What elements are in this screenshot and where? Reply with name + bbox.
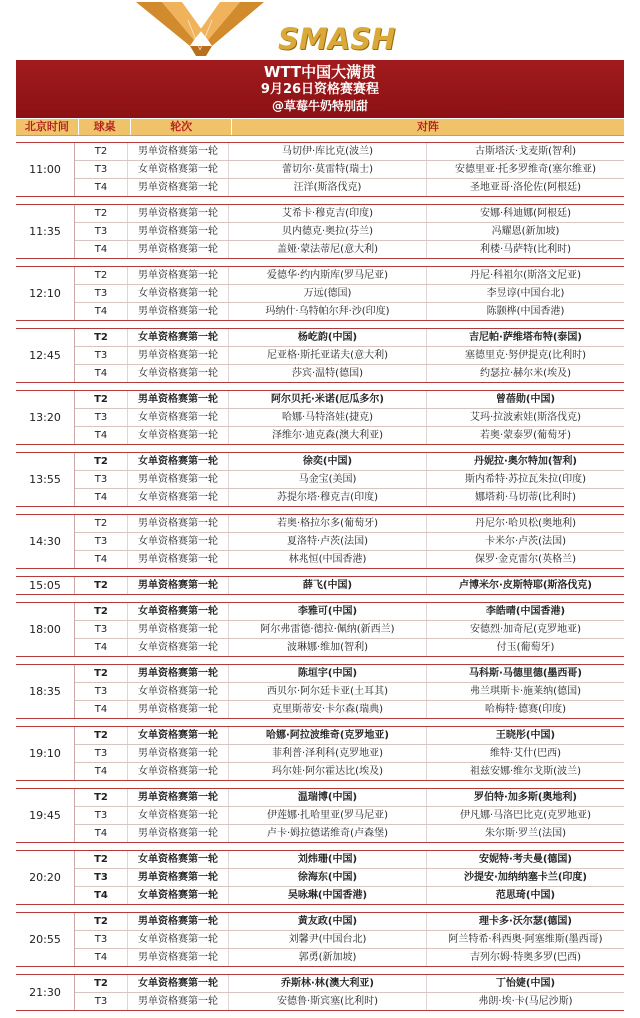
slot-matches [75,515,624,568]
match-row [75,727,624,745]
match-round: 男单资格赛第一轮 [128,825,229,842]
player-a: 马切伊·库比克(波兰) [229,143,427,160]
player-a: 汪洋(斯洛伐克) [229,179,427,196]
match-round: 男单资格赛第一轮 [128,789,229,806]
match-round: 男单资格赛第一轮 [128,303,229,320]
player-a: 泽维尔·迪克森(澳大利亚) [229,427,427,444]
player-b: 吉尼帕·萨维塔布特(泰国) [469,332,582,343]
match-row [75,409,624,427]
slot-time: 13:55 [16,453,75,506]
player-b: 范思琦(中国) [495,890,556,901]
player-b: 冯耀恩(新加坡) [491,226,560,237]
match-round: 女单资格赛第一轮 [128,851,229,868]
player-b: 伊凡娜·马洛巴比克(克罗地亚) [460,810,591,821]
match-round: 女单资格赛第一轮 [128,683,229,700]
slot-matches [75,665,624,718]
player-b: 付玉(葡萄牙) [496,642,555,653]
match-round: 女单资格赛第一轮 [128,427,229,444]
player-a: 艾希卡·穆克吉(印度) [229,205,427,222]
player-a: 安德鲁·斯宾塞(比利时) [229,993,427,1010]
match-table: T3 [75,161,128,178]
match-round: 男单资格赛第一轮 [128,701,229,718]
match-table: T4 [75,551,128,568]
author-credit: @草莓牛奶特别甜 [271,99,368,113]
slot-time: 19:10 [16,727,75,780]
player-a: 陈垣宇(中国) [229,665,427,682]
match-round: 女单资格赛第一轮 [128,975,229,992]
time-slot [16,390,624,445]
player-a: 菲利普·泽利科(克罗地亚) [229,745,427,762]
match-row [75,285,624,303]
player-b: 吉列尔姆·特奥多罗(巴西) [470,952,581,963]
time-slot [16,514,624,569]
match-table: T2 [75,577,128,594]
match-row [75,745,624,763]
slot-matches [75,913,624,966]
player-a: 徐海东(中国) [229,869,427,886]
player-b: 圣地亚哥·洛伦佐(阿根廷) [470,182,581,193]
match-table: T3 [75,533,128,550]
player-a: 波琳娜·维加(智利) [229,639,427,656]
match-table: T2 [75,665,128,682]
player-b: 娜塔莉·马切蒂(比利时) [475,492,576,503]
match-row [75,533,624,551]
match-table: T3 [75,621,128,638]
match-row [75,931,624,949]
match-round: 男单资格赛第一轮 [128,577,229,594]
header-players: 对阵 [416,120,439,133]
match-row [75,347,624,365]
match-round: 男单资格赛第一轮 [128,621,229,638]
player-b: 约瑟拉·赫尔米(埃及) [480,368,571,379]
match-row [75,825,624,842]
title-band [16,60,624,118]
match-table: T2 [75,453,128,470]
smash-brand: SMASH [278,22,396,56]
slot-time: 21:30 [16,975,75,1010]
match-row [75,329,624,347]
player-a: 林兆恒(中国香港) [229,551,427,568]
event-title: WTT中国大满贯 [263,63,377,81]
match-table: T2 [75,975,128,992]
match-round: 女单资格赛第一轮 [128,161,229,178]
match-table: T4 [75,427,128,444]
player-a: 吴咏琳(中国香港) [229,887,427,904]
match-row [75,143,624,161]
player-a: 玛尔娃·阿尔霍达比(埃及) [229,763,427,780]
time-slot [16,664,624,719]
match-round: 女单资格赛第一轮 [128,489,229,506]
match-round: 女单资格赛第一轮 [128,285,229,302]
match-row [75,161,624,179]
player-b: 保罗·金克雷尔(英格兰) [475,554,576,565]
match-table: T3 [75,223,128,240]
match-round: 女单资格赛第一轮 [128,639,229,656]
match-table: T4 [75,825,128,842]
player-b: 李昱谆(中国台北) [486,288,565,299]
slot-matches [75,391,624,444]
match-table: T3 [75,931,128,948]
time-slot [16,266,624,321]
match-table: T3 [75,347,128,364]
player-b: 维特·艾什(巴西) [490,748,561,759]
match-table: T4 [75,179,128,196]
match-table: T4 [75,365,128,382]
match-row [75,471,624,489]
match-table: T2 [75,789,128,806]
match-table: T2 [75,329,128,346]
match-table: T3 [75,683,128,700]
player-b: 曾蓓勋(中国) [495,394,556,405]
time-slot [16,602,624,657]
match-row [75,869,624,887]
match-row [75,303,624,320]
player-b: 塞德里克·努伊提克(比利时) [465,350,586,361]
match-table: T3 [75,869,128,886]
player-b: 祖兹安娜·维尔戈斯(波兰) [470,766,581,777]
match-row [75,427,624,444]
match-row [75,577,624,594]
match-round: 男单资格赛第一轮 [128,267,229,284]
player-b: 卢博米尔·皮斯特耶(斯洛伐克) [459,580,592,591]
match-round: 女单资格赛第一轮 [128,329,229,346]
match-round: 女单资格赛第一轮 [128,887,229,904]
match-round: 男单资格赛第一轮 [128,869,229,886]
match-table: T4 [75,887,128,904]
match-round: 男单资格赛第一轮 [128,551,229,568]
page-header [0,0,640,60]
player-b: 王晓彤(中国) [495,730,556,741]
match-table: T4 [75,949,128,966]
match-round: 男单资格赛第一轮 [128,179,229,196]
match-table: T2 [75,391,128,408]
match-round: 男单资格赛第一轮 [128,205,229,222]
player-a: 乔斯林·林(澳大利亚) [229,975,427,992]
player-b: 弗兰琪斯卡·施莱纳(德国) [470,686,581,697]
player-b: 若奥·蒙泰罗(葡萄牙) [480,430,571,441]
schedule-table [16,119,624,1018]
time-slot [16,328,624,383]
match-table: T3 [75,285,128,302]
player-a: 苏提尔塔·穆克吉(印度) [229,489,427,506]
match-table: T4 [75,303,128,320]
player-a: 哈娜·马特洛娃(捷克) [229,409,427,426]
player-a: 克里斯蒂安·卡尔森(瑞典) [229,701,427,718]
player-b: 丹妮拉·奥尔特加(智利) [474,456,577,467]
player-a: 刘炜珊(中国) [229,851,427,868]
match-table: T3 [75,993,128,1010]
match-round: 男单资格赛第一轮 [128,471,229,488]
match-table: T3 [75,745,128,762]
player-a: 杨屹韵(中国) [229,329,427,346]
player-b: 艾玛·拉波索娃(斯洛伐克) [470,412,581,423]
match-table: T4 [75,489,128,506]
player-b: 丁怡婕(中国) [495,978,556,989]
match-row [75,913,624,931]
player-a: 尼亚格·斯托亚诺夫(意大利) [229,347,427,364]
slot-matches [75,851,624,904]
player-a: 蕾切尔·莫雷特(瑞士) [229,161,427,178]
player-b: 理卡多·沃尔瑟(德国) [479,916,572,927]
player-a: 玛纳什·乌特帕尔拜·沙(印度) [229,303,427,320]
slot-matches [75,577,624,594]
player-a: 李雅可(中国) [229,603,427,620]
match-table: T4 [75,701,128,718]
match-table: T3 [75,471,128,488]
player-b: 安妮特·考夫曼(德国) [479,854,572,865]
player-a: 马金宝(美国) [229,471,427,488]
match-table: T2 [75,205,128,222]
match-row [75,851,624,869]
slot-time: 15:05 [16,577,75,594]
match-table: T2 [75,143,128,160]
player-b: 安德烈·加奇尼(克罗地亚) [470,624,581,635]
player-b: 罗伯特·加多斯(奥地利) [474,792,577,803]
time-slots [16,142,624,1011]
match-row [75,515,624,533]
header-round: 轮次 [131,119,232,135]
match-row [75,205,624,223]
player-a: 夏洛特·卢茨(法国) [229,533,427,550]
slot-time: 11:35 [16,205,75,258]
match-row [75,949,624,966]
match-round: 男单资格赛第一轮 [128,949,229,966]
time-slot [16,576,624,595]
match-round: 女单资格赛第一轮 [128,365,229,382]
match-row [75,223,624,241]
player-b: 弗朗·埃·卡(马尼沙斯) [478,996,573,1007]
match-round: 男单资格赛第一轮 [128,993,229,1010]
player-a: 爱德华·约内斯库(罗马尼亚) [229,267,427,284]
time-slot [16,726,624,781]
player-a: 若奥·格拉尔多(葡萄牙) [229,515,427,532]
slot-time: 12:10 [16,267,75,320]
slot-time: 19:45 [16,789,75,842]
slot-time: 11:00 [16,143,75,196]
player-b: 马科斯·马德里德(墨西哥) [469,668,582,679]
match-row [75,639,624,656]
match-table: T3 [75,409,128,426]
player-a: 莎宾·温特(德国) [229,365,427,382]
match-round: 男单资格赛第一轮 [128,391,229,408]
player-a: 阿尔弗雷德·德拉·佩纳(新西兰) [229,621,427,638]
time-slot [16,974,624,1011]
player-a: 贝内德克·奥拉(芬兰) [229,223,427,240]
match-row [75,551,624,568]
player-a: 盖娅·蒙法蒂尼(意大利) [229,241,427,258]
player-b: 阿兰特希·科西奥·阿塞维斯(墨西哥) [448,934,603,945]
match-row [75,807,624,825]
match-table: T3 [75,807,128,824]
slot-time: 13:20 [16,391,75,444]
match-row [75,975,624,993]
slot-matches [75,143,624,196]
time-slot [16,142,624,197]
player-b: 丹尼·科祖尔(斯洛文尼亚) [470,270,581,281]
player-b: 安德里亚·托多罗维奇(塞尔维亚) [455,164,596,175]
match-round: 男单资格赛第一轮 [128,515,229,532]
match-row [75,267,624,285]
player-b: 朱尔斯·罗兰(法国) [485,828,566,839]
match-round: 男单资格赛第一轮 [128,913,229,930]
match-table: T2 [75,851,128,868]
match-row [75,701,624,718]
slot-matches [75,453,624,506]
slot-matches [75,789,624,842]
match-table: T2 [75,913,128,930]
header-time: 北京时间 [16,119,79,135]
match-row [75,603,624,621]
match-row [75,179,624,196]
match-row [75,489,624,506]
match-row [75,241,624,258]
slot-time: 18:00 [16,603,75,656]
match-row [75,665,624,683]
match-row [75,683,624,701]
schedule-subtitle: 9月26日资格赛赛程 [260,82,380,97]
player-b: 丹尼尔·哈贝松(奥地利) [475,518,576,529]
player-b: 利楼·马萨特(比利时) [480,244,571,255]
player-a: 刘馨尹(中国台北) [229,931,427,948]
player-b: 沙提安·加纳纳塞卡兰(印度) [464,872,587,883]
slot-matches [75,727,624,780]
player-a: 温瑞博(中国) [229,789,427,806]
match-round: 男单资格赛第一轮 [128,143,229,160]
time-slot [16,204,624,259]
match-round: 女单资格赛第一轮 [128,807,229,824]
match-row [75,789,624,807]
match-round: 男单资格赛第一轮 [128,665,229,682]
player-a: 薛飞(中国) [229,577,427,594]
player-b: 斯内希特·苏拉瓦朱拉(印度) [465,474,586,485]
player-a: 郭勇(新加坡) [229,949,427,966]
match-table: T2 [75,727,128,744]
player-a: 哈娜·阿拉波维奇(克罗地亚) [229,727,427,744]
match-round: 女单资格赛第一轮 [128,533,229,550]
match-round: 男单资格赛第一轮 [128,223,229,240]
player-b: 陈颢桦(中国香港) [486,306,565,317]
player-a: 阿尔贝托·米诺(厄瓜多尔) [229,391,427,408]
player-a: 黄友政(中国) [229,913,427,930]
slot-time: 20:55 [16,913,75,966]
match-row [75,993,624,1010]
player-b: 卡米尔·卢茨(法国) [485,536,566,547]
match-table: T2 [75,267,128,284]
player-a: 伊莲娜·扎哈里亚(罗马尼亚) [229,807,427,824]
match-round: 男单资格赛第一轮 [128,241,229,258]
slot-time: 20:20 [16,851,75,904]
match-round: 女单资格赛第一轮 [128,727,229,744]
slot-time: 14:30 [16,515,75,568]
match-row [75,453,624,471]
match-round: 女单资格赛第一轮 [128,763,229,780]
time-slot [16,912,624,967]
player-b: 古斯塔沃·戈麦斯(智利) [475,146,576,157]
player-a: 万远(德国) [229,285,427,302]
player-a: 卢卡·姆拉德诺维奇(卢森堡) [229,825,427,842]
match-round: 女单资格赛第一轮 [128,453,229,470]
match-table: T2 [75,603,128,620]
time-slot [16,788,624,843]
match-table: T4 [75,763,128,780]
match-row [75,763,624,780]
player-b: 安娜·科迪娜(阿根廷) [480,208,571,219]
player-a: 西贝尔·阿尔廷卡亚(土耳其) [229,683,427,700]
time-slot [16,850,624,905]
match-row [75,887,624,904]
table-header [16,119,624,136]
player-a: 徐奕(中国) [229,453,427,470]
slot-matches [75,205,624,258]
match-round: 男单资格赛第一轮 [128,745,229,762]
wtt-trophy-logo [132,0,268,58]
slot-time: 18:35 [16,665,75,718]
match-table: T4 [75,639,128,656]
slot-matches [75,267,624,320]
slot-matches [75,603,624,656]
match-round: 女单资格赛第一轮 [128,603,229,620]
header-table: 球桌 [79,119,132,135]
match-round: 女单资格赛第一轮 [128,409,229,426]
player-b: 李皓晴(中国香港) [485,606,566,617]
slot-time: 12:45 [16,329,75,382]
match-round: 女单资格赛第一轮 [128,931,229,948]
slot-matches [75,329,624,382]
match-row [75,621,624,639]
time-slot [16,452,624,507]
match-round: 男单资格赛第一轮 [128,347,229,364]
match-row [75,391,624,409]
match-table: T2 [75,515,128,532]
match-row [75,365,624,382]
slot-matches [75,975,624,1010]
player-b: 哈梅特·德赛(印度) [485,704,566,715]
match-table: T4 [75,241,128,258]
